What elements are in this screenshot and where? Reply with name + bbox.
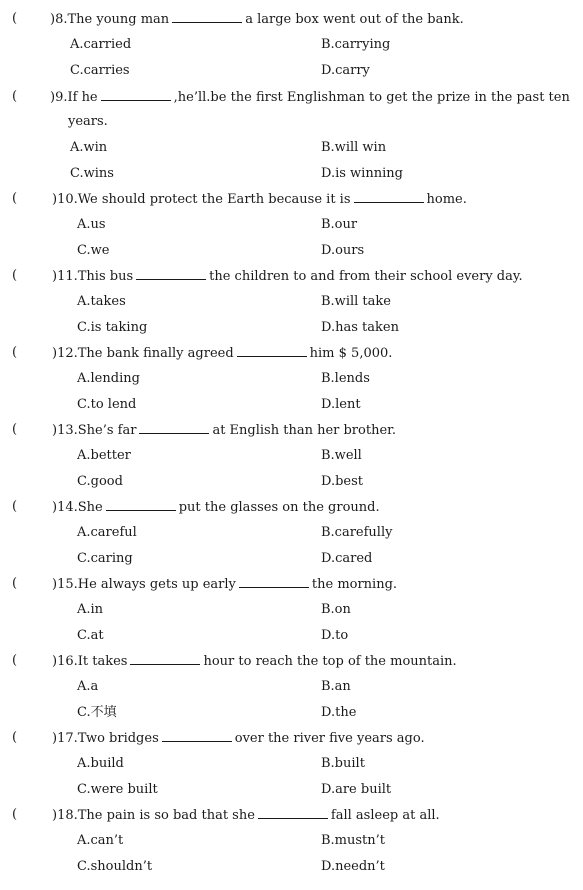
answer-paren: ( xyxy=(12,89,18,104)
option-b: B.built xyxy=(321,756,365,771)
question-text-after: fall asleep at all. xyxy=(330,808,440,823)
question-text-after: at English than her brother. xyxy=(212,423,397,438)
question-text-before: The young man xyxy=(67,12,170,27)
option-a: A.win xyxy=(70,140,108,155)
option-b: B.will take xyxy=(321,294,391,309)
question-text-after: hour to reach the top of the mountain. xyxy=(203,654,457,669)
option-b: B.an xyxy=(321,679,351,694)
answer-blank xyxy=(162,729,232,742)
option-d: D.carry xyxy=(321,63,370,78)
option-b: B.well xyxy=(321,448,362,463)
option-d: D.has taken xyxy=(321,320,399,335)
option-d: D.best xyxy=(321,474,364,489)
question-text-before: It takes xyxy=(77,654,128,669)
question-number: )11. xyxy=(52,269,78,284)
option-d: D.to xyxy=(321,628,349,643)
question-text-before: The bank finally agreed xyxy=(77,346,234,361)
answer-blank xyxy=(239,575,309,588)
option-a: A.can’t xyxy=(77,833,124,848)
question-text-after: a large box went out of the bank. xyxy=(245,12,464,27)
answer-paren: ( xyxy=(12,653,18,668)
option-a: A.in xyxy=(77,602,104,617)
question-text-before: He always gets up early xyxy=(77,577,236,592)
question-text-after: the children to and from their school every day. xyxy=(209,269,523,284)
question-text-after: put the glasses on the ground. xyxy=(178,500,380,515)
option-a: A.careful xyxy=(77,525,137,540)
question-number: )8. xyxy=(50,12,68,27)
question-text-after: ,he’ll.be the first Englishman to get the prize in the past ten xyxy=(173,90,570,105)
question-number: )18. xyxy=(52,808,78,823)
question-text-before: Two bridges xyxy=(77,731,159,746)
option-a: A.better xyxy=(77,448,131,463)
option-c: C.不填 xyxy=(77,705,117,720)
question-stem-line xyxy=(0,806,583,824)
option-b: B.mustn’t xyxy=(321,833,386,848)
question-text-after: him $ 5,000. xyxy=(309,346,393,361)
answer-blank xyxy=(130,652,200,665)
question-text-after: over the river five years ago. xyxy=(234,731,425,746)
option-a: A.carried xyxy=(70,37,132,52)
answer-paren: ( xyxy=(12,422,18,437)
answer-paren: ( xyxy=(12,191,18,206)
option-d: D.cared xyxy=(321,551,373,566)
question-text-before: The pain is so bad that she xyxy=(77,808,255,823)
question-number: )15. xyxy=(52,577,78,592)
option-c: C.carries xyxy=(70,63,130,78)
option-a: A.takes xyxy=(77,294,126,309)
answer-paren: ( xyxy=(12,345,18,360)
option-c: C.we xyxy=(77,243,110,258)
answer-blank xyxy=(106,498,176,511)
answer-paren: ( xyxy=(12,11,18,26)
answer-paren: ( xyxy=(12,499,18,514)
option-c: C.shouldn’t xyxy=(77,859,153,874)
option-d: D.needn’t xyxy=(321,859,385,874)
answer-blank xyxy=(237,344,307,357)
question-stem-line xyxy=(0,10,583,28)
question-number: )9. xyxy=(50,90,68,105)
answer-paren: ( xyxy=(12,576,18,591)
answer-blank xyxy=(136,267,206,280)
option-c: C.at xyxy=(77,628,104,643)
option-b: B.on xyxy=(321,602,351,617)
question-stem-line xyxy=(0,267,583,285)
answer-blank xyxy=(139,421,209,434)
option-d: D.lent xyxy=(321,397,361,412)
option-b: B.carrying xyxy=(321,37,391,52)
option-d: D.the xyxy=(321,705,357,720)
option-d: D.is winning xyxy=(321,166,403,181)
question-text-before: If he xyxy=(67,90,98,105)
option-b: B.will win xyxy=(321,140,387,155)
question-number: )12. xyxy=(52,346,78,361)
option-a: A.lending xyxy=(77,371,140,386)
question-number: )13. xyxy=(52,423,78,438)
option-c: C.were built xyxy=(77,782,158,797)
answer-blank xyxy=(172,10,242,23)
question-text-before: We should protect the Earth because it is xyxy=(77,192,351,207)
answer-paren: ( xyxy=(12,807,18,822)
option-a: A.us xyxy=(77,217,106,232)
question-stem-line xyxy=(0,88,583,106)
question-stem-line xyxy=(0,421,583,439)
option-b: B.our xyxy=(321,217,358,232)
option-b: B.lends xyxy=(321,371,370,386)
option-b: B.carefully xyxy=(321,525,393,540)
question-number: )10. xyxy=(52,192,78,207)
option-c: C.is taking xyxy=(77,320,148,335)
question-stem-continuation: years. xyxy=(68,114,108,129)
answer-blank xyxy=(258,806,328,819)
question-stem-line xyxy=(0,498,583,516)
answer-paren: ( xyxy=(12,730,18,745)
question-text-before: She xyxy=(77,500,103,515)
option-d: D.are built xyxy=(321,782,392,797)
option-c: C.caring xyxy=(77,551,133,566)
question-text-after: the morning. xyxy=(311,577,398,592)
question-number: )14. xyxy=(52,500,78,515)
question-number: )17. xyxy=(52,731,78,746)
answer-paren: ( xyxy=(12,268,18,283)
option-c: C.to lend xyxy=(77,397,137,412)
question-stem-line xyxy=(0,190,583,208)
option-c: C.good xyxy=(77,474,123,489)
question-stem-line xyxy=(0,575,583,593)
question-text-before: This bus xyxy=(77,269,134,284)
option-a: A.a xyxy=(77,679,99,694)
option-a: A.build xyxy=(77,756,124,771)
question-stem-line xyxy=(0,729,583,747)
question-text-after: home. xyxy=(426,192,467,207)
question-stem-line xyxy=(0,652,583,670)
question-number: )16. xyxy=(52,654,78,669)
question-text-before: She’s far xyxy=(77,423,137,438)
answer-blank xyxy=(101,88,171,101)
option-c: C.wins xyxy=(70,166,114,181)
question-stem-line xyxy=(0,344,583,362)
option-d: D.ours xyxy=(321,243,365,258)
answer-blank xyxy=(354,190,424,203)
